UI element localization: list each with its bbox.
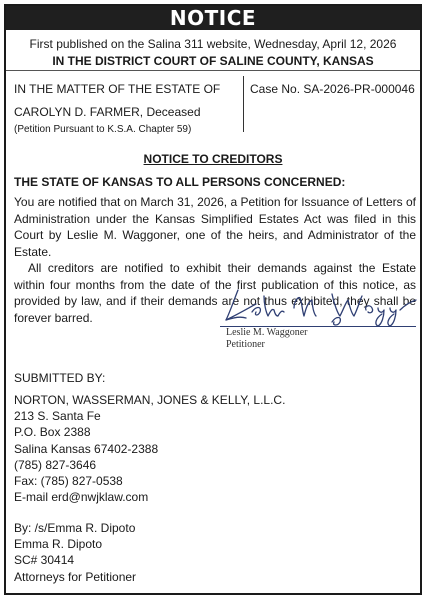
firm-fax: Fax: (785) 827-0538 — [14, 474, 123, 489]
court-heading: IN THE DISTRICT COURT OF SALINE COUNTY, KANSAS — [52, 54, 374, 68]
signature-block — [212, 282, 422, 354]
firm-name: NORTON, WASSERMAN, JONES & KELLY, L.L.C. — [14, 393, 286, 407]
addressee-line: THE STATE OF KANSAS TO ALL PERSONS CONCERNED: — [14, 175, 346, 189]
case-number: Case No. SA-2026-PR-000046 — [250, 82, 415, 96]
body-paragraph-2: All creditors are notified to exhibit their demands against the Estate within four months from the date of the first publication of this notice, as provided by law, and if their demands are not thus exhibited, they shall be forever barred. — [14, 261, 416, 325]
caption-divider — [243, 76, 244, 132]
published-line: First published on the Salina 311 website, Wednesday, April 12, 2026 — [29, 37, 397, 51]
header-divider — [6, 70, 420, 71]
attorney-role: Attorneys for Petitioner — [14, 569, 137, 584]
estate-matter-label: IN THE MATTER OF THE ESTATE OF — [14, 82, 221, 96]
firm-street: 213 S. Santa Fe — [14, 409, 101, 424]
decedent-name: CAROLYN D. FARMER, Deceased — [14, 105, 201, 119]
petition-note: (Petition Pursuant to K.S.A. Chapter 59) — [14, 124, 192, 135]
firm-email: E-mail erd@nwjklaw.com — [14, 490, 149, 505]
signer-name: Leslie M. Waggoner — [226, 327, 308, 338]
submitted-by-label — [14, 370, 105, 386]
attorney-block — [14, 520, 136, 585]
firm-city: Salina Kansas 67402-2388 — [14, 441, 159, 456]
body-paragraph-1: You are notified that on March 31, 2026, a Petition for Issuance of Letters of Administration under the Kansas Simplified Estates Act was filed in this Court by Leslie M. Waggoner, one of the heirs, and Administrator of the Estate. — [14, 195, 416, 259]
notice-banner: NOTICE — [6, 6, 420, 30]
attorney-sc-number: SC# 30414 — [14, 553, 75, 568]
firm-po-box: P.O. Box 2388 — [14, 425, 91, 440]
attorney-name: Emma R. Dipoto — [14, 537, 103, 552]
notice-heading: NOTICE TO CREDITORS — [143, 152, 283, 166]
firm-address-block — [14, 392, 285, 505]
firm-phone: (785) 827-3646 — [14, 457, 97, 472]
legal-notice — [4, 4, 422, 595]
handwritten-signature — [212, 282, 422, 328]
submitted-label: SUBMITTED BY: — [14, 371, 106, 385]
attorney-signature-line: By: /s/Emma R. Dipoto — [14, 521, 136, 535]
signer-title: Petitioner — [226, 339, 265, 350]
